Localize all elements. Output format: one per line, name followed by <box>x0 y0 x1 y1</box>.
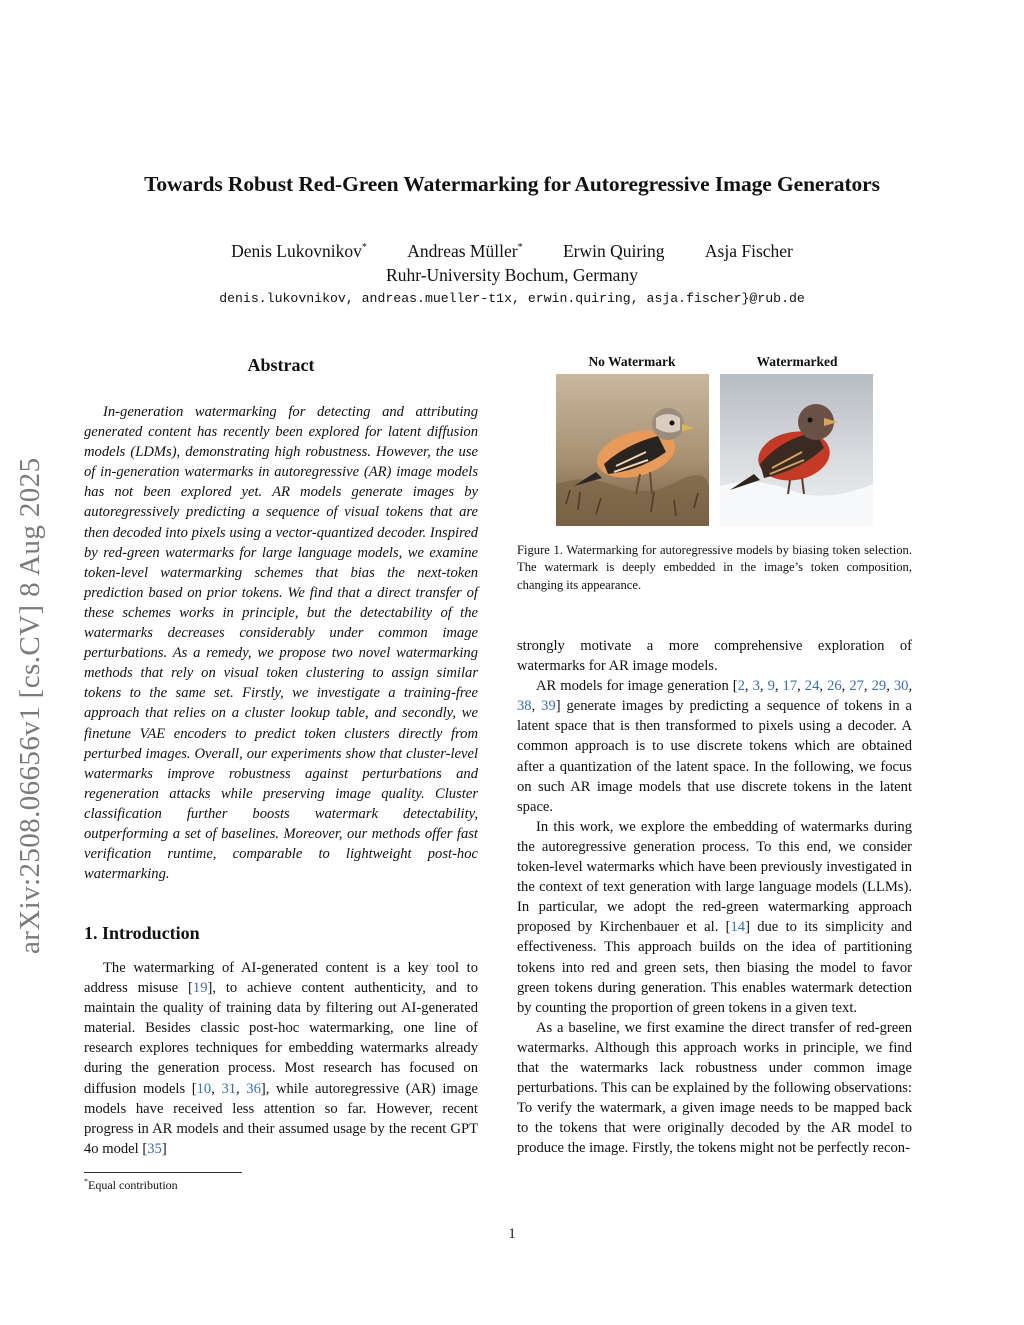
abstract-heading: Abstract <box>247 355 315 375</box>
citation-link[interactable]: 14 <box>730 919 746 936</box>
abstract-text: In-generation watermarking for detecting and attributing generated content has recently been explored for latent diffusion models (LDMs), demonstrating high robustness. However, the use of in-generation watermarks in autoregressive (AR) image models has not been explored yet. AR models generate images by autoregressively predicting a sequence of visual tokens that are then decoded into pixels using a vector-quantized decoder. Inspired by red-green watermarks for large language models, we examine token-level watermarking schemes that bias the next-token prediction based on prior tokens. We find that a direct transfer of these schemes works in principle, but the detectability of the watermarks decreases considerably under common image perturbations. As a remedy, we propose two novel watermarking methods that rely on visual token clustering to assign similar tokens to the same set. Firstly, we investigate a training-free approach that relies on a cluster lookup table, and secondly, we finetune VAE encoders to predict token clusters directly from perturbed images. Overall, our experiments show that cluster-level watermarks improve robustness against perturbations and regeneration attacks while preserving image quality. Cluster classification further boosts watermark detectability, outperforming a set of baselines. Moreover, our methods offer fast verification runtime, comparable to lightweight post-hoc watermarking. <box>84 404 478 883</box>
author-1: Denis Lukovnikov* <box>231 241 367 261</box>
author-emails: denis.lukovnikov, andreas.mueller-t1x, erwin.quiring, asja.fischer}@rub.de <box>219 291 805 306</box>
introduction-heading: 1. Introduction <box>84 923 200 943</box>
citation-link[interactable]: 24 <box>804 678 820 695</box>
bird-image-watermarked <box>720 374 873 526</box>
paragraph-this-work: In this work, we explore the embedding of watermarks during the autoregressive generation process. To this end, we consider token-level watermarks which have been previously investigated in the context of text generation with large language models (LLMs). In particular, we adopt the red-green watermarking approach proposed by Kirchenbauer et al. [14] due to its simplicity and effectiveness. This approach builds on the idea of partitioning tokens into red and green sets, then biasing the model to favor green tokens during generation. This enables watermark detection by counting the proportion of green tokens in a given text. <box>517 818 912 1016</box>
citation-link[interactable]: 17 <box>782 678 798 695</box>
introduction-paragraph: The watermarking of AI-generated content is a key tool to address misuse [19], to achieve content authenticity, and to maintain the quality of training data by filtering out AI-generated material. Besides classic post-hoc watermarking, one line of research explores techniques for embedding watermarks already during the generation process. Most research has focused on diffusion models [10, 31, 36], while autoregressive (AR) image models have received less attention so far. However, recent progress in AR models and their assumed usage by the recent GPT 4o model [35] <box>84 960 479 1157</box>
figure-label-watermarked: Watermarked <box>756 354 838 369</box>
affiliation: Ruhr-University Bochum, Germany <box>386 265 638 285</box>
figure-caption: Figure 1. Watermarking for autoregressive models by biasing token selection. The watermark is deeply embedded in the image’s token composition, changing its appearance. <box>517 543 912 592</box>
citation-link[interactable]: 26 <box>827 678 842 695</box>
author-2: Andreas Müller* <box>407 241 523 261</box>
paragraph-baseline: As a baseline, we first examine the direct transfer of red-green watermarks. Although this approach works in principle, we find that the watermarks lack robustness under common image perturbations. This can be explained by the following observations: To verify the watermark, a given image needs to be mapped back to the tokens that were originally decoded by the AR model to produce the image. Firstly, the tokens might not be perfectly recon- <box>517 1019 912 1157</box>
citation-link[interactable]: 19 <box>192 980 208 997</box>
citation-link[interactable]: 2 <box>737 678 745 695</box>
bird-image-no-watermark <box>556 374 709 526</box>
paragraph-ar-models: AR models for image generation [2, 3, 9, 17, 24, 26, 27, 29, 30, 38, 39] generate images by predicting a sequence of tokens in a latent space that is then transformed to pixels using a decoder. A common approach is to use discrete tokens which are obtained after a quantization of the latent space. In the following, we focus on such AR image models that use discrete tokens in the latent space. <box>517 678 913 815</box>
citation-link[interactable]: 39 <box>541 698 556 715</box>
author-list <box>0 241 1024 262</box>
citation-link[interactable]: 30 <box>893 678 909 695</box>
footnote-rule <box>84 1172 242 1173</box>
citation-link[interactable]: 10 <box>196 1080 212 1097</box>
author-4: Asja Fischer <box>704 241 793 261</box>
page-number: 1 <box>508 1226 516 1242</box>
citation-link[interactable]: 36 <box>246 1080 261 1097</box>
footnote: *Equal contribution <box>84 1177 178 1192</box>
paper-title: Towards Robust Red-Green Watermarking for Autoregressive Image Generators <box>144 172 880 196</box>
paragraph-continuation: strongly motivate a more comprehensive exploration of watermarks for AR image models. <box>517 638 912 675</box>
citation-link[interactable]: 29 <box>871 678 887 695</box>
citation-link[interactable]: 3 <box>752 678 760 695</box>
author-3: Erwin Quiring <box>562 241 665 261</box>
citation-link[interactable]: 35 <box>147 1140 162 1157</box>
citation-link[interactable]: 31 <box>221 1080 237 1097</box>
figure-label-no-watermark: No Watermark <box>588 354 676 369</box>
citation-link[interactable]: 38 <box>517 698 532 715</box>
right-column-text <box>517 636 912 1158</box>
citation-link[interactable]: 27 <box>849 678 864 695</box>
citation-link[interactable]: 9 <box>767 678 775 695</box>
arxiv-identifier: arXiv:2508.06656v1 [cs.CV] 8 Aug 2025 <box>14 457 46 954</box>
